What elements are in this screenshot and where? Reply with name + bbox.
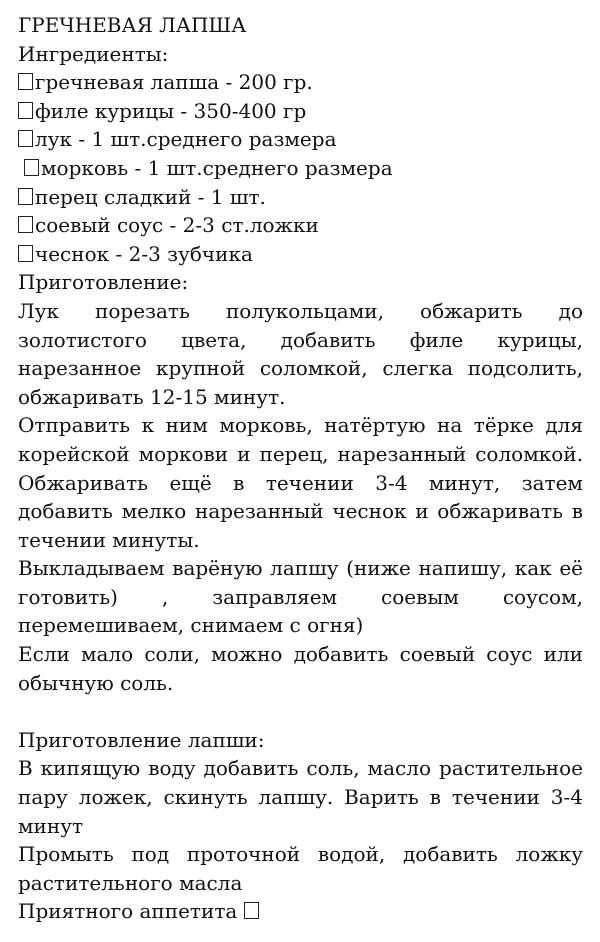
preparation-step: Отправить к ним морковь, натёртую на тёрке для корейской моркови и перец, нарезанный соломкой. Обжаривать ещё в течении 3-4 минут, затем добавить мелко нарезанный чеснок и обжаривать в течении минуты. xyxy=(18,413,583,552)
recipe-document xyxy=(18,11,583,926)
noodles-step: В кипящую воду добавить соль, масло растительное пару ложек, скинуть лапшу. Варить в течении 3-4 минут xyxy=(18,756,583,838)
checkbox-icon xyxy=(18,73,33,90)
ingredient-item: чеснок - 2-3 зубчика xyxy=(18,240,583,269)
ingredient-item: морковь - 1 шт.среднего размера xyxy=(18,154,583,183)
noodles-step: Промыть под проточной водой, добавить ложку растительного масла xyxy=(18,842,583,895)
blank-line xyxy=(18,697,583,726)
checkbox-icon xyxy=(18,102,33,119)
ingredients-heading: Ингредиенты: xyxy=(18,41,169,66)
checkbox-icon xyxy=(24,159,39,176)
preparation-step: Выкладываем варёную лапшу (ниже напишу, как её готовить) , заправляем соевым соусом, перемешиваем, снимаем с огня) xyxy=(18,556,583,638)
ingredient-item: гречневая лапша - 200 гр. xyxy=(18,68,583,97)
preparation-step: Лук порезать полукольцами, обжарить до золотистого цвета, добавить филе курицы, нарезанное крупной соломкой, слегка подсолить, обжаривать 12-15 минут. xyxy=(18,298,583,409)
ingredient-item: лук - 1 шт.среднего размера xyxy=(18,125,583,154)
closing-line: Приятного аппетита xyxy=(18,897,583,926)
checkbox-icon xyxy=(18,245,33,262)
checkbox-icon xyxy=(18,188,33,205)
preparation-heading: Приготовление: xyxy=(18,270,189,295)
ingredient-item: соевый соус - 2-3 ст.ложки xyxy=(18,211,583,240)
ingredient-item: перец сладкий - 1 шт. xyxy=(18,183,583,212)
recipe-title: ГРЕЧНЕВАЯ ЛАПША xyxy=(18,13,247,37)
preparation-step: Если мало соли, можно добавить соевый соус или обычную соль. xyxy=(18,642,583,695)
checkbox-icon xyxy=(18,216,33,233)
noodles-heading: Приготовление лапши: xyxy=(18,727,265,752)
checkbox-icon xyxy=(18,130,33,147)
checkbox-icon xyxy=(244,902,259,919)
ingredient-item: филе курицы - 350-400 гр xyxy=(18,97,583,126)
